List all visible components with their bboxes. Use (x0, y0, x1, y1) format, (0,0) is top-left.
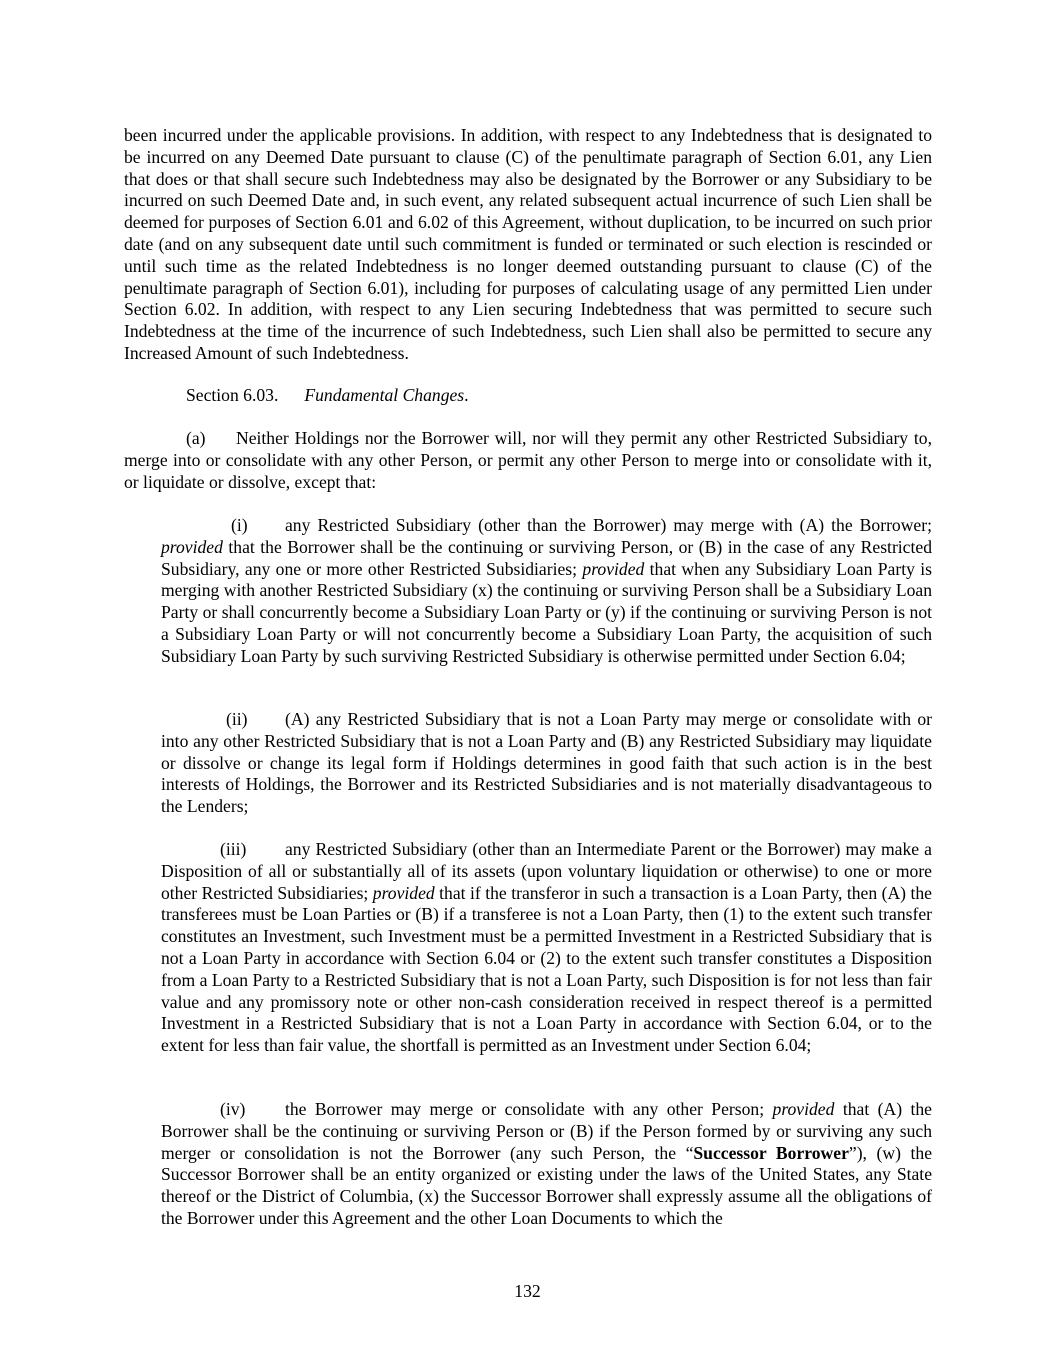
text-run: that if the transferor in such a transaction is a Loan Party, then (A) the transferees must be Loan Parties or (B) if a transferee is not a Loan Party, then (1) to the extent such transfer constitutes an Investment, such Investment must be a permitted Investment in a Restricted Subsidiary that is not a Loan Party in accordance with Section 6.04 or (2) to the extent such transfer constitutes a Disposition from a Loan Party to a Restricted Subsidiary that is not a Loan Party, such Disposition is for not less than fair value and any promissory note or other non-cash consideration received in respect thereof is a permitted Investment in a Restricted Subsidiary that is not a Loan Party in accordance with Section 6.04, or to the extent for less than fair value, the shortfall is permitted as an Investment under Section 6.04; (161, 882, 932, 1056)
section-title: Fundamental Changes (304, 385, 465, 405)
section-heading (186, 385, 469, 407)
text-run: that the Borrower shall be the continuing or surviving Person, or (B) in the case of any Restricted Subsidiary, any one or more other Restricted Subsidiaries; (161, 536, 932, 579)
text-run: that (A) the Borrower shall be the continuing or surviving Person or (B) if the Person formed by or surviving any such merger or consolidation is not the Borrower (any such Person, the “ (161, 1099, 932, 1163)
text-run: Neither Holdings nor the Borrower will, nor will they permit any other Restricted Subsidiary to, merge into or consolidate with any other Person, or permit any other Person to merge into or consolidate with it, or liquidate or dissolve, except that: (124, 428, 932, 492)
subclause-label: (ii) (226, 709, 248, 729)
italic-term: provided (772, 1099, 835, 1119)
subclause-paragraph (161, 515, 932, 668)
subclause-text (161, 515, 932, 666)
subclause-paragraph (161, 839, 932, 1057)
carryover-paragraph (124, 125, 932, 365)
subclause-paragraph (161, 1099, 932, 1230)
subclause-label: (iv) (220, 1099, 246, 1119)
subclause-label: (iii) (220, 839, 247, 859)
section-title-period: . (464, 385, 469, 405)
defined-term: Successor Borrower (693, 1142, 849, 1163)
text-run: (A) any Restricted Subsidiary that is not a Loan Party may merge or consolidate with or into any other Restricted Subsidiary that is not a Loan Party and (B) any Restricted Subsidiary may liquidate or dissolve or change its legal form if Holdings determines in good faith that such action is in the best interests of Holdings, the Borrower and its Restricted Subsidiaries and is not materially disadvantageous to the Lenders; (161, 709, 932, 817)
subclause-label: (i) (231, 515, 248, 535)
text-run: ”), (w) the Successor Borrower shall be an entity organized or existing under the laws of the United States, any State thereof or the District of Columbia, (x) the Successor Borrower shall expressly assume all the obligations of the Borrower under this Agreement and the other Loan Documents to which the (161, 1142, 932, 1228)
page-number: 132 (514, 1281, 541, 1301)
italic-term: provided (582, 558, 645, 579)
section-number: Section 6.03. (186, 385, 279, 405)
clause-a-paragraph (124, 428, 932, 493)
text-run: the Borrower may merge or consolidate with any other Person; (285, 1099, 773, 1119)
italic-term: provided (161, 536, 223, 557)
text-run: any Restricted Subsidiary (other than the Borrower) may merge with (A) the Borrower; (285, 515, 932, 535)
text-run: that when any Subsidiary Loan Party is merging with another Restricted Subsidiary (x) the continuing or surviving Person shall be a Subsidiary Loan Party or shall concurrently become a Subsidiary Loan Party or (y) if the continuing or surviving Person is not a Subsidiary Loan Party or will not concurrently become a Subsidiary Loan Party, the acquisition of such Subsidiary Loan Party by such surviving Restricted Subsidiary is otherwise permitted under Section 6.04; (161, 558, 933, 666)
text-run: any Restricted Subsidiary (other than an Intermediate Parent or the Borrower) may make a Disposition of all or substantially all of its assets (upon voluntary liquidation or otherwise) to one or more other Restricted Subsidiaries; (161, 839, 932, 903)
italic-term: provided (372, 882, 435, 903)
clause-text (124, 428, 932, 492)
subclause-text (161, 839, 932, 1055)
text-run: been incurred under the applicable provisions. In addition, with respect to any Indebtedness that is designated to be incurred on any Deemed Date pursuant to clause (C) of the penultimate paragraph of Section 6.01, any Lien that does or that shall secure such Indebtedness may also be designated by the Borrower or any Subsidiary to be incurred on such Deemed Date and, in such event, any related subsequent actual incurrence of such Lien shall be deemed for purposes of Section 6.01 and 6.02 of this Agreement, without duplication, to be incurred on such prior date (and on any subsequent date until such commitment is funded or terminated or such election is rescinded or until such time as the related Indebtedness is no longer deemed outstanding pursuant to clause (C) of the penultimate paragraph of Section 6.01), including for purposes of calculating usage of any permitted Lien under Section 6.02. In addition, with respect to any Lien securing Indebtedness that was permitted to secure such Indebtedness at the time of the incurrence of such Indebtedness, such Lien shall also be permitted to secure any Increased Amount of such Indebtedness. (124, 125, 932, 363)
clause-label: (a) (186, 428, 206, 448)
subclause-paragraph (161, 709, 932, 818)
